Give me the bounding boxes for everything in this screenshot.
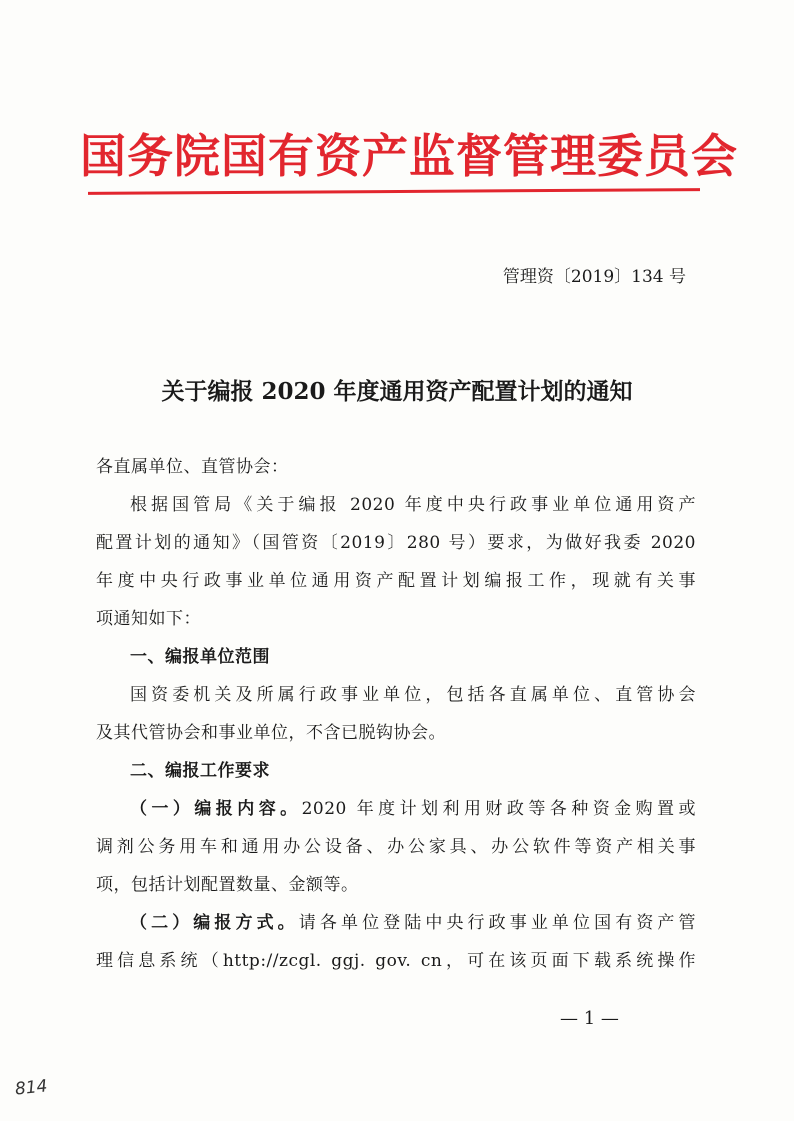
item-2-line-1-text: 请各单位登陆中央行政事业单位国有资产管 bbox=[298, 913, 697, 933]
item-1-line-1 bbox=[96, 790, 696, 828]
section-1-line-2: 及其代管协会和事业单位，不含已脱钩协会。 bbox=[96, 723, 446, 743]
handwritten-note: 814 bbox=[14, 1076, 49, 1100]
section-2-heading: 二、编报工作要求 bbox=[130, 761, 270, 781]
item-2-lead: （二）编报方式。 bbox=[130, 913, 299, 933]
section-1-line-1: 国资委机关及所属行政事业单位，包括各直属单位、直管协会 bbox=[130, 685, 696, 705]
salutation: 各直属单位、直管协会： bbox=[96, 457, 289, 477]
page-number: — 1 — bbox=[560, 1008, 619, 1029]
document-number: 管理资〔2019〕134 号 bbox=[502, 267, 686, 287]
body-text bbox=[96, 448, 696, 980]
intro-line-3: 年度中央行政事业单位通用资产配置计划编报工作，现就有关事 bbox=[96, 571, 696, 591]
item-2-line-2: 理信息系统（http://zcgl. ggj. gov. cn，可在该页面下载系统操作 bbox=[96, 951, 696, 971]
intro-line-1: 根据国管局《关于编报 2020 年度中央行政事业单位通用资产 bbox=[130, 495, 696, 515]
item-1-lead: （一）编报内容。 bbox=[130, 799, 302, 819]
item-1-line-2: 调剂公务用车和通用办公设备、办公家具、办公软件等资产相关事 bbox=[96, 837, 696, 857]
section-1-heading: 一、编报单位范围 bbox=[130, 647, 270, 667]
letterhead-red-rule bbox=[88, 188, 700, 195]
intro-line-2: 配置计划的通知》（国管资〔2019〕280 号）要求，为做好我委 2020 bbox=[96, 533, 696, 553]
item-2-line-1 bbox=[96, 904, 696, 942]
item-1-line-3: 项，包括计划配置数量、金额等。 bbox=[96, 875, 359, 895]
agency-letterhead: 国务院国有资产监督管理委员会 bbox=[80, 129, 738, 183]
item-1-line-1-text: 2020 年度计划利用财政等各种资金购置或 bbox=[301, 799, 696, 819]
intro-line-4: 项通知如下： bbox=[96, 609, 201, 629]
document-title: 关于编报 2020 年度通用资产配置计划的通知 bbox=[161, 378, 633, 405]
